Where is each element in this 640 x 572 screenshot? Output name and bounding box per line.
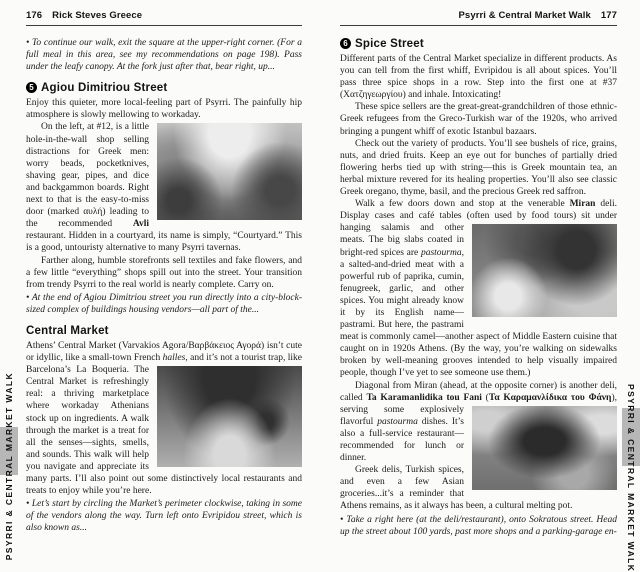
section-heading xyxy=(340,38,617,50)
text-segment: • Take a right here (at the deli/restaurant), onto Sokratous street. Head up the street about 100 yards, past more shops and a parking-garage en- xyxy=(340,514,617,537)
walk-direction-note xyxy=(26,292,302,316)
karamanlidika-deli-photo xyxy=(472,406,617,490)
text-segment: Different parts of the Central Market specialize in different products. As you can tell from the first whiff, Evripidou is all about spices. You’ll pass three spice shops in a row. Step into the first one at #37 (Χατζηγεωργίου) and inhale. Intoxicating! xyxy=(340,54,617,101)
body-paragraph xyxy=(26,255,302,291)
page-left xyxy=(0,0,320,568)
body-paragraph xyxy=(340,101,617,137)
book-title: Rick Steves Greece xyxy=(52,10,143,21)
body-paragraph xyxy=(26,340,302,497)
chapter-title: Psyrri & Central Market Walk xyxy=(458,10,591,21)
text-segment: deli. Display cases and café tables (often used by food tours) sit under xyxy=(340,199,617,222)
body-paragraph xyxy=(340,380,617,465)
page-number: 176 xyxy=(26,10,43,21)
text-segment: dishes. It’s also a full-service restaurant—recommended for lunch or dinner. xyxy=(340,416,464,464)
text-segment: Miran xyxy=(569,199,596,210)
chapter-edge-label-left: PSYRRI & CENTRAL MARKET WALK xyxy=(4,371,14,560)
section-heading xyxy=(26,82,302,94)
text-segment: On the left, at #12, is a little hole-in-the-wall shop selling distractions for Greek men: worry beads, pocketknives, shaving gear, pipes, and dice and backgammon boards. Right next to that is the easy-to-miss door (marked αυλή) leading to the recommended xyxy=(26,122,149,230)
text-segment: Athens’ Central Market (Varvakios Agora/Βαρβάκειος Αγορά) isn’t cute or idyllic, like a small-town French xyxy=(26,340,302,364)
text-segment: , and it’s not a xyxy=(185,353,242,364)
text-segment: του Φάνη xyxy=(570,392,612,403)
text-segment: Τα Καραμανλίδικα xyxy=(488,392,571,403)
chapter-edge-label-right: PSYRRI & CENTRAL MARKET WALK xyxy=(626,384,636,572)
section-heading-text: Central Market xyxy=(26,324,109,337)
body-paragraph xyxy=(340,53,617,101)
stop-number-badge: 5 xyxy=(26,82,37,93)
page-header-left xyxy=(26,10,302,26)
text-segment: ), serving some explosively flavorful xyxy=(340,392,617,427)
text-segment: Check out the variety of products. You’ll see bushels of rice, grains, nuts, and dried fruits. Keep an eye out for bunches of partially dried flowering herbs tied up with string—this is Greek mountain tea, an herbal mixture revered for its healing properties. You’ll also see classic Greek oregano, thyme, basil, and the precious Greek red saffron. xyxy=(340,138,617,198)
page-number: 177 xyxy=(600,10,617,21)
text-segment: hanging salamis and other meats. The big slabs coated in bright-red spices are xyxy=(340,223,464,258)
stop-number-badge: 6 xyxy=(340,38,351,49)
text-segment: Diagonal from Miran (ahead, at the opposite corner) is another deli, called xyxy=(340,380,617,403)
text-segment: Walk a few doors down and stop at the venerable xyxy=(355,199,570,210)
body-paragraph xyxy=(26,121,302,254)
psyrri-street-scene-photo xyxy=(157,123,302,220)
text-segment: tourist trap, like Barcelona’s La Boqueria. The Central Market is refreshingly real: a thriving marketplace where workaday Athenians stock up on ingredients. A walk through the market is a treat for all the senses—sights, smells, and sounds. This walk will help you navigate and appreciate its many parts. I’ll also point out some distinctively local restaurants and treats to enjoy while you’re here. xyxy=(26,353,302,497)
text-segment: Avli xyxy=(132,219,149,230)
central-market-hall-photo xyxy=(157,366,302,467)
page-body-left xyxy=(26,36,302,535)
walk-direction-note xyxy=(26,37,302,73)
body-paragraph xyxy=(26,97,302,121)
section-heading-text: Spice Street xyxy=(355,38,424,50)
text-segment: Farther along, humble storefronts sell textiles and fake flowers, and a few little “everything” shops spill out into the street. Your transition from trendy Psyrri to the real world is nearly complete. Carry on. xyxy=(26,255,302,290)
text-segment: These spice sellers are the great-great-grandchildren of those ethnic-Greek refugees from the Greco-Turkish war of the 1920s, who arrived bringing a pungent whiff of exotic Istanbul bazaars. xyxy=(340,102,617,137)
section-heading-text: Agiou Dimitriou Street xyxy=(41,82,168,95)
walk-direction-note xyxy=(26,498,302,534)
page-header-right xyxy=(340,10,617,26)
text-segment: , a salted-and-dried meat with a powerful rub of paprika, cumin, fenugreek, garlic, and other spices. You might already know it by its English name—pastrami. But here, the pastrami meat is commonly camel—another aspect of Middle Eastern cuisine that caught on in 1920s Athens. (By the way, you’re walking on sidewalks broken by well-meaning grooves intended to help visually impaired people, though I’ve yet to see someone use them.) xyxy=(340,247,617,379)
body-paragraph xyxy=(340,138,617,198)
text-segment: Enjoy this quieter, more local-feeling part of Psyrri. The painfully hip atmosphere is slowly mellowing to workaday. xyxy=(26,98,302,121)
text-segment: pastourma xyxy=(377,416,418,427)
text-segment: Greek delis, Turkish spices, and even a few Asian groceries...it’s a reminder that Athens remains, as it always has been, a cultural melting pot. xyxy=(340,465,573,512)
text-segment: • Let’s start by circling the Market’s perimeter clockwise, taking in some of the vendors along the way. Turn left onto Evripidou street, which is also known as... xyxy=(26,499,302,534)
walk-direction-note xyxy=(340,514,617,538)
page-right xyxy=(320,0,640,572)
text-segment: • To continue our walk, exit the square at the upper-right corner. (For a full meal in this area, see my recommendations on page 198). Pass under the leafy canopy. At the fork just after that, bear right, up... xyxy=(26,38,302,73)
text-segment: • At the end of Agiou Dimitriou street you run directly into a city-block-sized complex of buildings housing vendors—all part of the... xyxy=(26,292,302,315)
section-heading xyxy=(26,325,302,337)
page-body-right xyxy=(340,36,617,539)
body-paragraph xyxy=(340,198,617,379)
text-segment: pastourma xyxy=(420,247,462,258)
miran-deli-photo xyxy=(472,224,617,317)
text-segment: halles xyxy=(162,353,186,364)
text-segment: restaurant. Hidden in a courtyard, its name is simply, “Courtyard.” This is a good, untouristy alternative to many Psyrri tavernas. xyxy=(26,231,302,254)
text-segment: ( xyxy=(481,392,489,403)
text-segment: Ta Karamanlidika tou Fani xyxy=(366,392,482,403)
